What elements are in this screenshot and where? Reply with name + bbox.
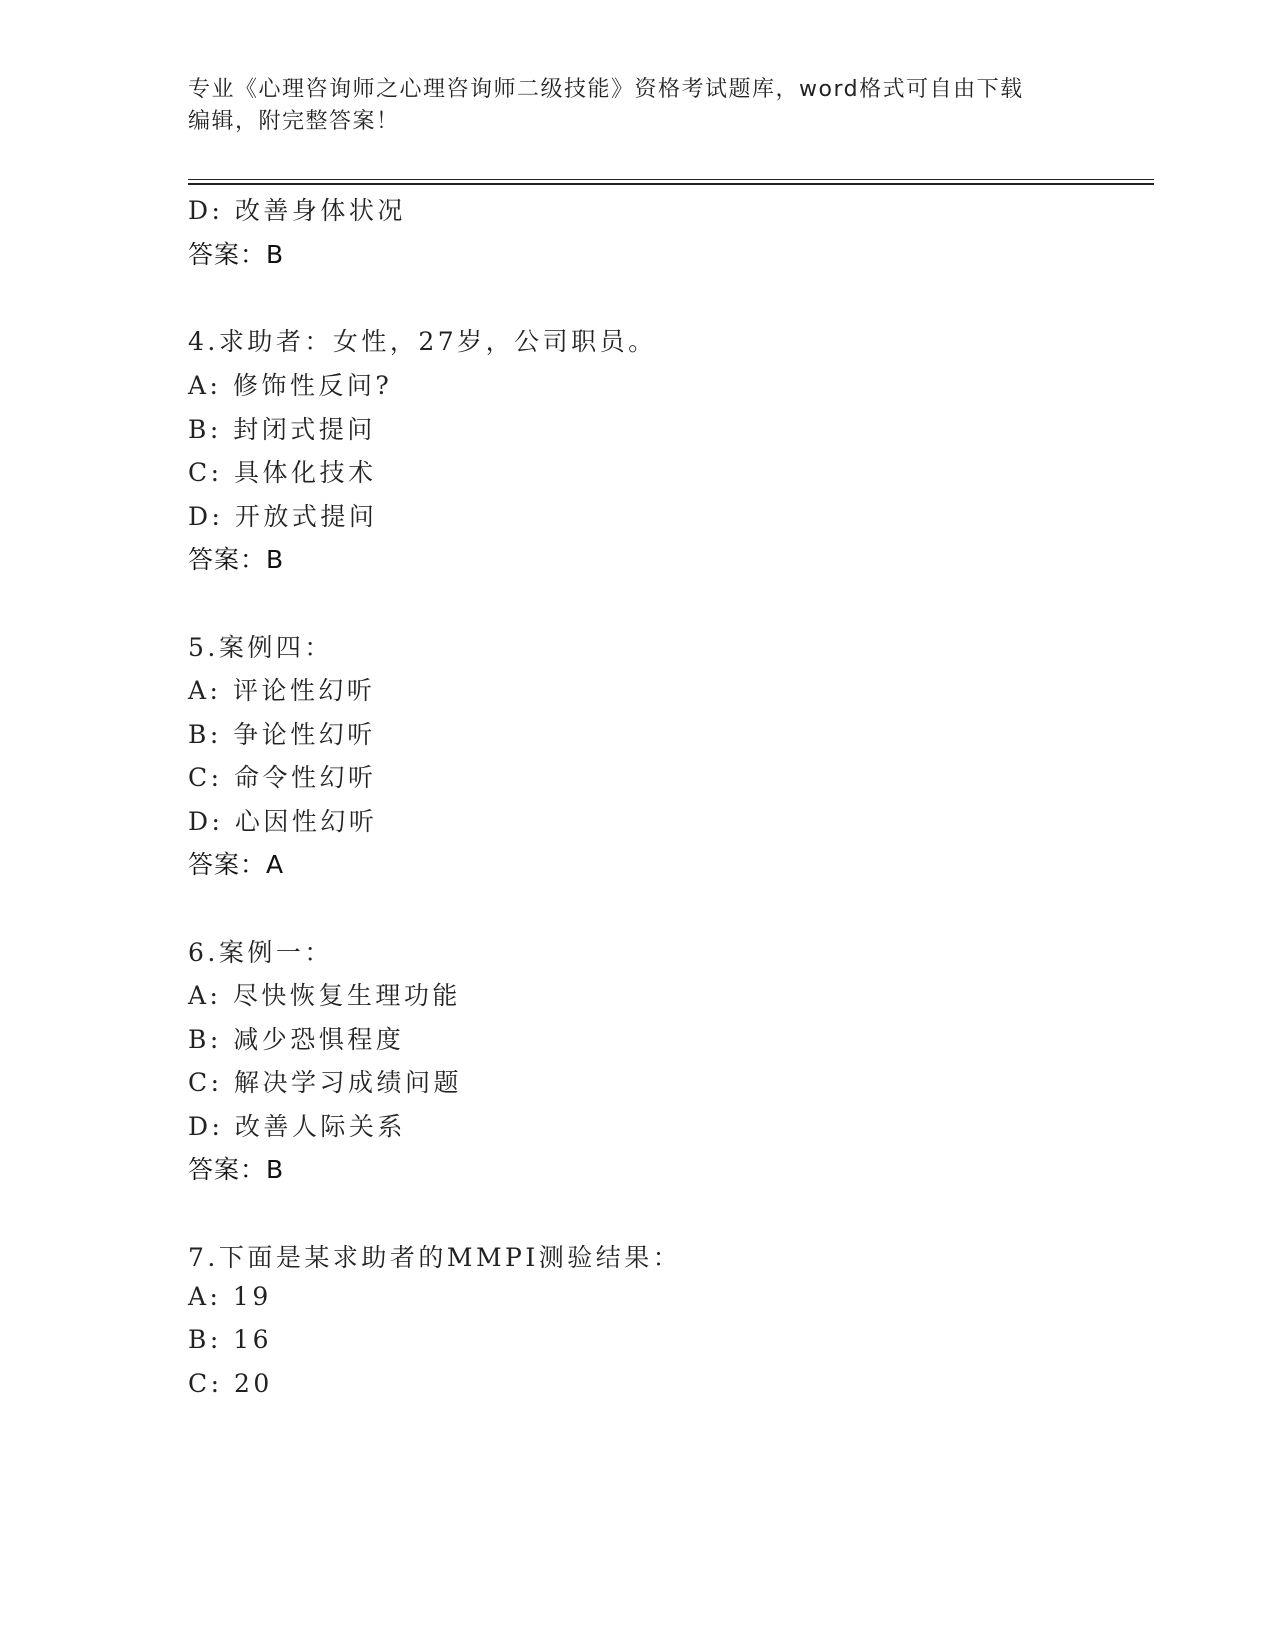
header-divider-thin xyxy=(188,179,1154,180)
q6-option-d: D: 改善人际关系 xyxy=(188,1112,406,1141)
q7-question: 7.下面是某求助者的MMPI测验结果： xyxy=(188,1243,682,1272)
q4-answer: 答案：B xyxy=(188,545,285,574)
q7-option-a: A: 19 xyxy=(188,1282,272,1311)
q6-answer: 答案：B xyxy=(188,1155,285,1184)
q6-option-a: A: 尽快恢复生理功能 xyxy=(188,981,461,1010)
q6-option-b: B: 减少恐惧程度 xyxy=(188,1025,405,1054)
header-line-2: 编辑，附完整答案！ xyxy=(188,109,400,134)
q3-option-d: D: 改善身体状况 xyxy=(188,196,406,225)
q4-option-a: A: 修饰性反问? xyxy=(188,371,393,400)
q6-option-c: C: 解决学习成绩问题 xyxy=(188,1068,462,1097)
q5-option-a: A: 评论性幻听 xyxy=(188,676,376,705)
q5-option-c: C: 命令性幻听 xyxy=(188,763,377,792)
q4-option-d: D: 开放式提问 xyxy=(188,502,378,531)
q6-question: 6.案例一： xyxy=(188,938,333,967)
q7-option-b: B: 16 xyxy=(188,1325,273,1354)
q4-option-b: B: 封闭式提问 xyxy=(188,415,376,444)
q5-question: 5.案例四： xyxy=(188,633,333,662)
document-header xyxy=(188,74,1068,138)
q5-answer: 答案：A xyxy=(188,850,285,879)
q7-option-c: C: 20 xyxy=(188,1369,273,1398)
q5-option-d: D: 心因性幻听 xyxy=(188,807,378,836)
q5-option-b: B: 争论性幻听 xyxy=(188,720,376,749)
header-divider-thick xyxy=(188,183,1154,185)
q4-question: 4.求助者：女性，27岁，公司职员。 xyxy=(188,327,657,356)
q3-answer: 答案：B xyxy=(188,240,285,269)
header-line-1: 专业《心理咨询师之心理咨询师二级技能》资格考试题库，word格式可自由下载 xyxy=(188,77,1024,102)
q4-option-c: C: 具体化技术 xyxy=(188,458,377,487)
